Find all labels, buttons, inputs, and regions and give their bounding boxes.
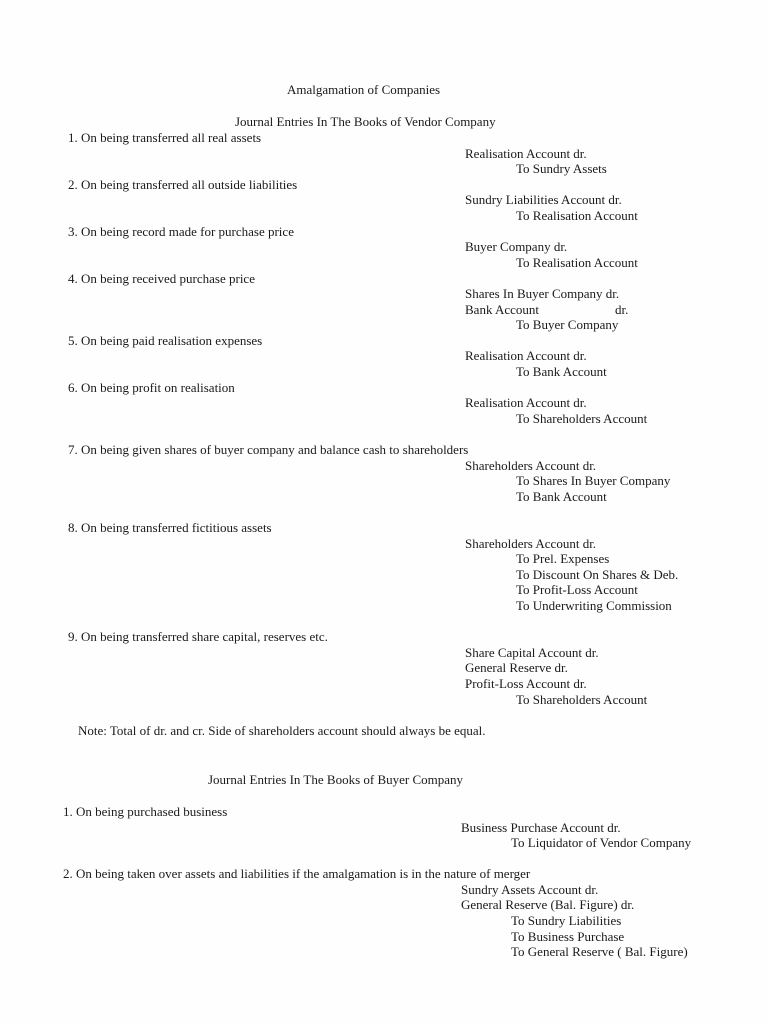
vendor-entry-7-debit: Shareholders Account dr. [465, 458, 597, 473]
vendor-entry-3-label: 3. On being record made for purchase price [68, 224, 294, 239]
vendor-entry-5-credit: To Bank Account [516, 364, 607, 379]
buyer-entry-2-debit-1: Sundry Assets Account dr. [461, 882, 599, 897]
vendor-entry-4-debit-1: Shares In Buyer Company dr. [465, 286, 620, 301]
vendor-entry-6-credit: To Shareholders Account [516, 411, 648, 426]
vendor-entry-3-credit: To Realisation Account [516, 255, 638, 270]
vendor-entry-8-credit-3: To Profit-Loss Account [516, 582, 638, 597]
vendor-entry-8-label: 8. On being transferred fictitious assets [68, 520, 272, 535]
buyer-entry-2-credit-2: To Business Purchase [511, 929, 625, 944]
vendor-heading: Journal Entries In The Books of Vendor Company [235, 114, 496, 129]
vendor-entry-8-credit-1: To Prel. Expenses [516, 551, 610, 566]
vendor-entry-7-credit-2: To Bank Account [516, 489, 607, 504]
document-title: Amalgamation of Companies [287, 82, 441, 97]
vendor-entry-6-debit: Realisation Account dr. [465, 395, 587, 410]
vendor-entry-6-label: 6. On being profit on realisation [68, 380, 235, 395]
vendor-entry-9-debit-2: General Reserve dr. [465, 660, 568, 675]
vendor-entry-4-debit-2-suffix: dr. [615, 302, 629, 317]
vendor-entry-9-debit-3: Profit-Loss Account dr. [465, 676, 587, 691]
buyer-entry-2-credit-1: To Sundry Liabilities [511, 913, 622, 928]
buyer-entry-2-label: 2. On being taken over assets and liabilities if the amalgamation is in the nature of merger [63, 866, 531, 881]
vendor-entry-9-credit: To Shareholders Account [516, 692, 648, 707]
buyer-heading: Journal Entries In The Books of Buyer Company [208, 772, 464, 787]
buyer-entry-1-debit: Business Purchase Account dr. [461, 820, 621, 835]
shareholders-note: Note: Total of dr. and cr. Side of shareholders account should always be equal. [78, 723, 486, 738]
buyer-entry-1-credit: To Liquidator of Vendor Company [511, 835, 692, 850]
vendor-entry-4-debit-2-account: Bank Account [465, 302, 540, 317]
vendor-entry-8-credit-2: To Discount On Shares & Deb. [516, 567, 679, 582]
vendor-entry-4-credit: To Buyer Company [516, 317, 619, 332]
vendor-entry-8-credit-4: To Underwriting Commission [516, 598, 672, 613]
buyer-entry-2-credit-3: To General Reserve ( Bal. Figure) [511, 944, 688, 959]
buyer-entry-1-label: 1. On being purchased business [63, 804, 228, 819]
vendor-entry-5-debit: Realisation Account dr. [465, 348, 587, 363]
vendor-entry-5-label: 5. On being paid realisation expenses [68, 333, 263, 348]
vendor-entry-4-debit-2 [465, 302, 635, 317]
vendor-entry-9-label: 9. On being transferred share capital, reserves etc. [68, 629, 328, 644]
vendor-entry-3-debit: Buyer Company dr. [465, 239, 568, 254]
vendor-entry-7-label: 7. On being given shares of buyer company and balance cash to shareholders [68, 442, 469, 457]
vendor-entry-2-credit: To Realisation Account [516, 208, 638, 223]
vendor-entry-8-debit: Shareholders Account dr. [465, 536, 597, 551]
vendor-entry-9-debit-1: Share Capital Account dr. [465, 645, 599, 660]
buyer-entry-2-debit-2: General Reserve (Bal. Figure) dr. [461, 897, 635, 912]
vendor-entry-1-debit: Realisation Account dr. [465, 146, 587, 161]
vendor-entry-7-credit-1: To Shares In Buyer Company [516, 473, 671, 488]
vendor-entry-1-label: 1. On being transferred all real assets [68, 130, 262, 145]
vendor-entry-1-credit: To Sundry Assets [516, 161, 607, 176]
vendor-entry-4-label: 4. On being received purchase price [68, 271, 255, 286]
vendor-entry-2-label: 2. On being transferred all outside liabilities [68, 177, 298, 192]
vendor-entry-2-debit: Sundry Liabilities Account dr. [465, 192, 622, 207]
